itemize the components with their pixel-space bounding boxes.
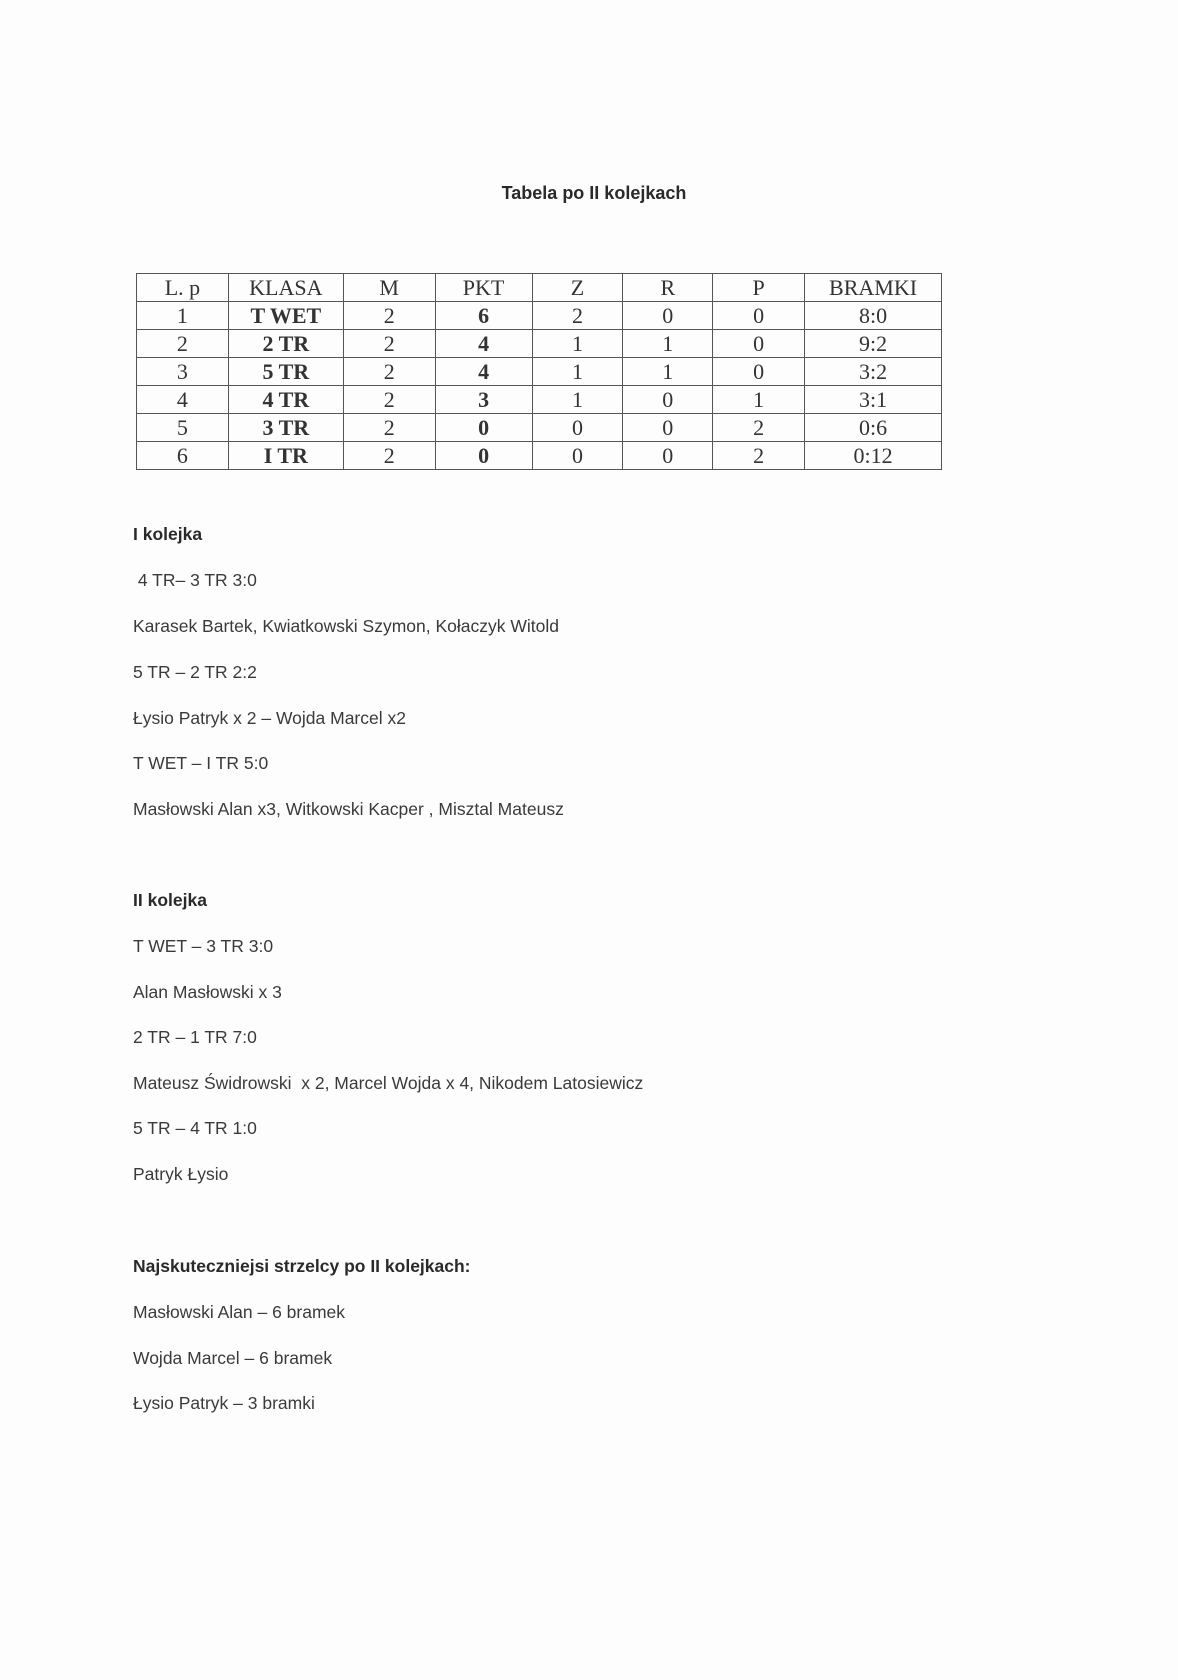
round2-line: 5 TR – 4 TR 1:0 xyxy=(133,1118,257,1138)
cell-klasa: 5 TR xyxy=(228,358,343,386)
cell-klasa: 2 TR xyxy=(228,330,343,358)
cell-z: 2 xyxy=(532,302,623,330)
cell-p: 0 xyxy=(713,358,805,386)
cell-r: 1 xyxy=(623,330,713,358)
round2-line: T WET – 3 TR 3:0 xyxy=(133,936,274,956)
cell-pkt: 3 xyxy=(435,386,532,414)
table-row xyxy=(137,386,942,414)
cell-lp: 4 xyxy=(137,386,229,414)
round2-line: Mateusz Świdrowski x 2, Marcel Wojda x 4, Nikodem Latosiewicz xyxy=(133,1073,644,1093)
cell-bramki: 3:2 xyxy=(805,358,942,386)
header-pkt: PKT xyxy=(435,274,532,302)
header-z: Z xyxy=(532,274,623,302)
standings-table xyxy=(136,273,942,470)
cell-p: 2 xyxy=(713,414,805,442)
cell-p: 0 xyxy=(713,302,805,330)
cell-r: 0 xyxy=(623,386,713,414)
header-lp: L. p xyxy=(137,274,229,302)
round1-line: 5 TR – 2 TR 2:2 xyxy=(133,662,257,682)
table-row xyxy=(137,302,942,330)
round1-line: T WET – I TR 5:0 xyxy=(133,753,269,773)
table-header-row xyxy=(137,274,942,302)
cell-p: 1 xyxy=(713,386,805,414)
round1-line: 4 TR– 3 TR 3:0 xyxy=(133,570,257,590)
cell-z: 1 xyxy=(532,386,623,414)
cell-klasa: T WET xyxy=(228,302,343,330)
cell-bramki: 0:6 xyxy=(805,414,942,442)
cell-lp: 1 xyxy=(137,302,229,330)
cell-bramki: 9:2 xyxy=(805,330,942,358)
cell-klasa: 3 TR xyxy=(228,414,343,442)
cell-pkt: 4 xyxy=(435,330,532,358)
cell-m: 2 xyxy=(343,386,435,414)
cell-m: 2 xyxy=(343,442,435,470)
cell-klasa: 4 TR xyxy=(228,386,343,414)
round2-line: Patryk Łysio xyxy=(133,1164,229,1184)
cell-pkt: 4 xyxy=(435,358,532,386)
round1-line: Karasek Bartek, Kwiatkowski Szymon, Kołaczyk Witold xyxy=(133,616,559,636)
cell-r: 1 xyxy=(623,358,713,386)
round2-line: Alan Masłowski x 3 xyxy=(133,982,282,1002)
cell-pkt: 0 xyxy=(435,442,532,470)
cell-z: 1 xyxy=(532,330,623,358)
scorer-line: Masłowski Alan – 6 bramek xyxy=(133,1302,346,1322)
document-title: Tabela po II kolejkach xyxy=(501,183,687,203)
cell-lp: 3 xyxy=(137,358,229,386)
header-bramki: BRAMKI xyxy=(805,274,942,302)
round2-line: 2 TR – 1 TR 7:0 xyxy=(133,1027,257,1047)
table-row xyxy=(137,414,942,442)
cell-lp: 2 xyxy=(137,330,229,358)
cell-p: 2 xyxy=(713,442,805,470)
cell-m: 2 xyxy=(343,330,435,358)
table-row xyxy=(137,358,942,386)
cell-m: 2 xyxy=(343,302,435,330)
cell-m: 2 xyxy=(343,414,435,442)
cell-bramki: 0:12 xyxy=(805,442,942,470)
header-m: M xyxy=(343,274,435,302)
cell-r: 0 xyxy=(623,442,713,470)
scorer-line: Wojda Marcel – 6 bramek xyxy=(133,1348,333,1368)
header-p: P xyxy=(713,274,805,302)
cell-lp: 6 xyxy=(137,442,229,470)
header-r: R xyxy=(623,274,713,302)
cell-z: 0 xyxy=(532,414,623,442)
round1-heading: I kolejka xyxy=(133,524,203,544)
cell-pkt: 6 xyxy=(435,302,532,330)
scorer-line: Łysio Patryk – 3 bramki xyxy=(133,1393,315,1413)
cell-bramki: 8:0 xyxy=(805,302,942,330)
cell-r: 0 xyxy=(623,302,713,330)
cell-bramki: 3:1 xyxy=(805,386,942,414)
table-row xyxy=(137,330,942,358)
cell-z: 0 xyxy=(532,442,623,470)
scorers-heading: Najskuteczniejsi strzelcy po II kolejkach: xyxy=(133,1256,471,1276)
round1-line: Masłowski Alan x3, Witkowski Kacper , Misztal Mateusz xyxy=(133,799,564,819)
cell-m: 2 xyxy=(343,358,435,386)
header-klasa: KLASA xyxy=(228,274,343,302)
cell-lp: 5 xyxy=(137,414,229,442)
cell-pkt: 0 xyxy=(435,414,532,442)
table-row xyxy=(137,442,942,470)
cell-klasa: I TR xyxy=(228,442,343,470)
cell-z: 1 xyxy=(532,358,623,386)
round2-heading: II kolejka xyxy=(133,890,207,910)
cell-p: 0 xyxy=(713,330,805,358)
cell-r: 0 xyxy=(623,414,713,442)
round1-line: Łysio Patryk x 2 – Wojda Marcel x2 xyxy=(133,708,406,728)
